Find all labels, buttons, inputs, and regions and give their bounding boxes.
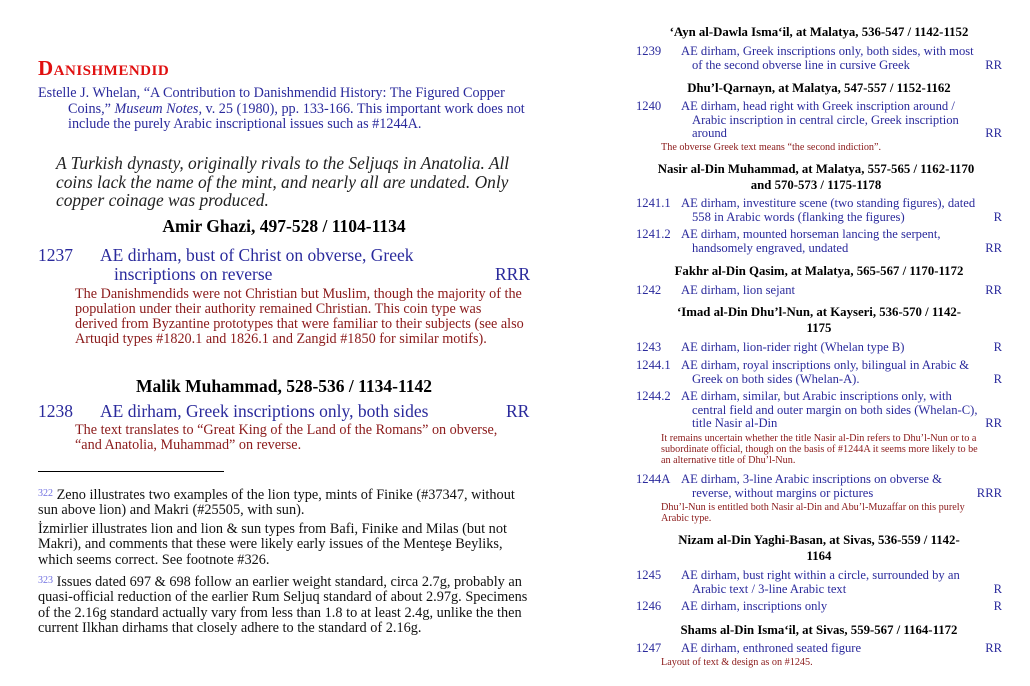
entry-number: 1242 bbox=[636, 283, 662, 297]
entry-note: It remains uncertain whether the title Nasir al-Din refers to Dhu’l-Nun or to a subordinate official, though on the basis of #1244A it seems more likely to be an alternative title of Dhu’l-Nun. bbox=[661, 433, 978, 466]
footnote bbox=[38, 486, 528, 519]
reference-author: Estelle J. Whelan, “A Contribution to Danishmendid History: The Figured Copper Coins,” bbox=[38, 85, 505, 117]
entry-rarity: RRR bbox=[976, 486, 1002, 500]
ruler-heading: Dhu’l-Qarnayn, at Malatya, 547-557 / 1152-1162 bbox=[687, 81, 951, 95]
entry-rarity: R bbox=[993, 582, 1002, 596]
ruler-heading: Nasir al-Din Muhammad, at Malatya, 557-565 / 1162-1170 and 570-573 / 1175-1178 bbox=[657, 162, 975, 192]
entry-description: AE dirham, royal inscriptions only, bilingual in Arabic & Greek on both sides (Whelan-A). bbox=[681, 358, 970, 386]
footnote-text: İzmirlier illustrates lion and lion & sun types from Bafi, Finike and Milas (but not Makri), and comments that these were likely early issues of the Menteşe Beyliks, which seems correct. See footnote #326. bbox=[38, 521, 507, 568]
reference-details: v. 25 (1980), pp. 133-166. This important work does not include the purely Arabic inscriptional issues such as #1244A. bbox=[68, 100, 525, 133]
dynasty-intro: A Turkish dynasty, originally rivals to the Seljuqs in Anatolia. All coins lack the name of the mint, and nearly all are undated. Only copper coinage was produced. bbox=[56, 153, 510, 210]
entry-number: 1247 bbox=[636, 641, 662, 655]
entry-description: AE dirham, mounted horseman lancing the serpent, handsomely engraved, undated bbox=[681, 227, 941, 255]
ruler-heading: Amir Ghazi, 497-528 / 1104-1134 bbox=[162, 216, 406, 236]
dynasty-title: Danishmendid bbox=[38, 56, 170, 80]
footnote bbox=[38, 522, 528, 568]
entry-description: AE dirham, Greek inscriptions only, both sides, with most of the second obverse line in cursive Greek bbox=[681, 44, 974, 72]
reference-journal: Museum Notes, bbox=[114, 100, 202, 117]
entry-number: 1241.2 bbox=[636, 227, 671, 241]
entry-number: 1238 bbox=[38, 401, 73, 421]
entry-rarity: RR bbox=[985, 58, 1002, 72]
entry-rarity: RR bbox=[506, 401, 530, 421]
entry-description: AE dirham, investiture scene (two standing figures), dated 558 in Arabic words (flanking the figures) bbox=[681, 196, 976, 224]
entry-description: AE dirham, Greek inscriptions only, both sides bbox=[100, 401, 429, 421]
entry-description: AE dirham, similar, but Arabic inscriptions only, with central field and outer margin on both sides (Whelan-C), title Nasir al-Din bbox=[681, 389, 978, 430]
entry-rarity: R bbox=[993, 599, 1002, 613]
entry-rarity: R bbox=[993, 340, 1002, 354]
entry-description: AE dirham, inscriptions only bbox=[681, 599, 828, 613]
entry-description: AE dirham, lion-rider right (Whelan type B) bbox=[681, 340, 905, 354]
entry-number: 1244.1 bbox=[636, 358, 671, 372]
entry-rarity: RR bbox=[985, 641, 1002, 655]
footnote-mark: 323 bbox=[38, 575, 53, 586]
footnote-text: Zeno illustrates two examples of the lion type, mints of Finike (#37347, without sun above lion) and Makri (#25505, with sun). bbox=[38, 487, 515, 519]
entry-number: 1239 bbox=[636, 44, 662, 58]
footnote-mark: 322 bbox=[38, 488, 53, 499]
entry-rarity: RR bbox=[985, 126, 1002, 140]
entry-description: AE dirham, 3-line Arabic inscriptions on obverse & reverse, without margins or pictures bbox=[681, 472, 942, 500]
entry-number: 1243 bbox=[636, 340, 662, 354]
entry-description: AE dirham, enthroned seated figure bbox=[681, 641, 862, 655]
entry-description: AE dirham, bust right within a circle, surrounded by an Arabic text / 3-line Arabic text bbox=[681, 568, 960, 596]
entry-number: 1245 bbox=[636, 568, 662, 582]
entry-number: 1240 bbox=[636, 99, 662, 113]
entry-rarity: RRR bbox=[494, 264, 530, 284]
entry-number: 1246 bbox=[636, 599, 662, 613]
entry-rarity: R bbox=[993, 210, 1002, 224]
entry-rarity: RR bbox=[985, 416, 1002, 430]
entry-note: The Danishmendids were not Christian but Muslim, though the majority of the population under their authority remained Christian. This coin type was derived from Byzantine prototypes that were familiar to their subjects (see also Artuqid types #1820.1 and 1826.1 and Zangid #1850 for similar motifs). bbox=[75, 286, 524, 347]
entry-note: Layout of text & design as on #1245. bbox=[661, 657, 813, 668]
entry-number: 1244.2 bbox=[636, 389, 671, 403]
entry-note: Dhu’l-Nun is entitled both Nasir al-Din and Abu’l-Muzaffar on this purely Arabic type. bbox=[661, 502, 965, 524]
reference-citation bbox=[38, 86, 528, 133]
entry-description: AE dirham, bust of Christ on obverse, Greek inscriptions on reverse bbox=[100, 245, 414, 284]
entry-number: 1241.1 bbox=[636, 196, 671, 210]
entry-rarity: R bbox=[993, 372, 1002, 386]
entry-description: AE dirham, head right with Greek inscription around / Arabic inscription in central circle, Greek inscription around bbox=[681, 99, 959, 140]
ruler-heading: Shams al-Din Isma‘il, at Sivas, 559-567 / 1164-1172 bbox=[680, 623, 958, 637]
ruler-heading: Malik Muhammad, 528-536 / 1134-1142 bbox=[135, 376, 433, 396]
entry-description: AE dirham, lion sejant bbox=[681, 283, 796, 297]
entry-number: 1237 bbox=[38, 245, 73, 265]
entry-note: The obverse Greek text means “the second indiction”. bbox=[661, 142, 882, 153]
entry-rarity: RR bbox=[985, 241, 1002, 255]
ruler-heading: Nizam al-Din Yaghi-Basan, at Sivas, 536-559 / 1142-1164 bbox=[678, 533, 960, 563]
entry-note: The text translates to “Great King of the Land of the Romans” on obverse, “and Anatolia, Muhammad” on reverse. bbox=[75, 422, 498, 453]
footnote-text: Issues dated 697 & 698 follow an earlier weight standard, circa 2.7g, probably an quasi-official reduction of the earlier Rum Seljuq standard of about 2.97g. Specimens of the 2.16g standard actually vary from less than 1.8 to at least 2.4g, unlike the then current Ilkhan dirhams that closely adhere to the standard of 2.16g. bbox=[38, 574, 528, 636]
footnote bbox=[38, 573, 528, 636]
entry-number: 1244A bbox=[636, 472, 671, 486]
entry-rarity: RR bbox=[985, 283, 1002, 297]
ruler-heading: Fakhr al-Din Qasim, at Malatya, 565-567 / 1170-1172 bbox=[674, 264, 964, 278]
ruler-heading: ‘Imad al-Din Dhu’l-Nun, at Kayseri, 536-570 / 1142-1175 bbox=[676, 305, 962, 335]
ruler-heading: ‘Ayn al-Dawla Isma‘il, at Malatya, 536-547 / 1142-1152 bbox=[669, 25, 969, 39]
footnote-divider bbox=[38, 471, 224, 472]
